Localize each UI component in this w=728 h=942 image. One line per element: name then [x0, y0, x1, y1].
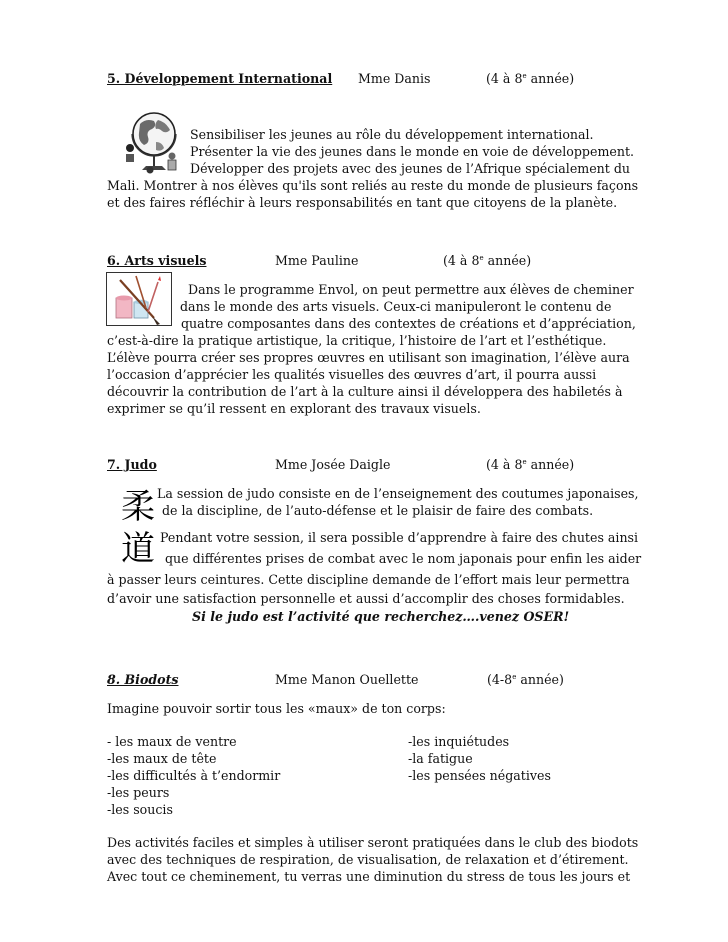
section-8-para-line-2: avec des techniques de respiration, de visualisation, de relaxation et d’étirement.	[107, 852, 629, 867]
kanji-do: 道	[121, 529, 155, 569]
section-7-line-4: que différentes prises de combat avec le nom japonais pour enfin les aider	[165, 551, 642, 566]
section-5-line-3: Développer des projets avec des jeunes de l’Afrique spécialement du	[190, 161, 631, 176]
section-6-line-6: l’occasion d’apprécier les qualités visuelles des œuvres d’art, il pourra aussi	[107, 367, 597, 382]
section-7-grade: (4 à 8e année)	[486, 457, 575, 472]
section-5-title: 5. Développement International	[107, 71, 333, 86]
section-7-line-3: Pendant votre session, il sera possible d’apprendre à faire des chutes ainsi	[160, 530, 639, 545]
section-7-line-2: de la discipline, de l’auto-défense et le plaisir de faire des combats.	[162, 503, 594, 518]
section-6-line-3: quatre composantes dans des contextes de créations et d’appréciation,	[181, 316, 636, 331]
list-item: -les difficultés à t’endormir	[107, 768, 281, 783]
list-item: -les peurs	[107, 785, 170, 800]
list-item: -les maux de tête	[107, 751, 217, 766]
section-6-line-1: Dans le programme Envol, on peut permettre aux élèves de cheminer	[188, 282, 634, 297]
section-7-line-5: à passer leurs ceintures. Cette discipline demande de l’effort mais leur permettra	[107, 572, 630, 587]
list-item: -les soucis	[107, 802, 173, 817]
section-7-title: 7. Judo	[107, 457, 157, 472]
section-6-line-5: L’élève pourra créer ses propres œuvres en utilisant son imagination, l’élève aura	[107, 350, 630, 365]
paint-brushes-illustration	[106, 272, 172, 326]
section-6-line-4: c’est-à-dire la pratique artistique, la critique, l’histoire de l’art et l’esthétique.	[107, 333, 607, 348]
globe-illustration	[120, 108, 184, 178]
list-item: -les pensées négatives	[408, 768, 551, 783]
section-5-grade: (4 à 8e année)	[486, 71, 575, 86]
section-6-line-7: découvrir la contribution de l’art à la culture ainsi il développera des habiletés à	[107, 384, 623, 399]
list-item: - les maux de ventre	[107, 734, 237, 749]
section-8-para-line-3: Avec tout ce cheminement, tu verras une diminution du stress de tous les jours et	[107, 869, 631, 884]
section-7-closing: Si le judo est l’activité que recherchez….venez OSER!	[192, 609, 570, 624]
list-item: -la fatigue	[408, 751, 473, 766]
section-5-line-5: et des faires réfléchir à leurs responsabilités en tant que citoyens de la planète.	[107, 195, 618, 210]
section-6-grade: (4 à 8e année)	[443, 253, 532, 268]
section-5-line-2: Présenter la vie des jeunes dans le monde en voie de développement.	[190, 144, 635, 159]
section-8-para-line-1: Des activités faciles et simples à utiliser seront pratiquées dans le club des biodots	[107, 835, 639, 850]
section-8-teacher: Mme Manon Ouellette	[275, 672, 419, 687]
list-item: -les inquiétudes	[408, 734, 510, 749]
section-6-teacher: Mme Pauline	[275, 253, 359, 268]
section-6-line-2: dans le monde des arts visuels. Ceux-ci manipuleront le contenu de	[180, 299, 612, 314]
section-5-line-4: Mali. Montrer à nos élèves qu'ils sont reliés au reste du monde de plusieurs façons	[107, 178, 639, 193]
section-7-line-1: La session de judo consiste en de l’enseignement des coutumes japonaises,	[157, 486, 639, 501]
section-5-teacher: Mme Danis	[358, 71, 431, 86]
section-6-title: 6. Arts visuels	[107, 253, 207, 268]
section-8-intro: Imagine pouvoir sortir tous les «maux» de ton corps:	[107, 701, 446, 716]
kanji-ju: 柔	[121, 487, 155, 527]
judo-kanji	[118, 486, 158, 570]
section-8-grade: (4-8e année)	[487, 672, 564, 687]
section-7-line-6: d’avoir une satisfaction personnelle et aussi d’accomplir des choses formidables.	[107, 591, 625, 606]
section-6-line-8: exprimer se qu’il ressent en explorant des travaux visuels.	[107, 401, 481, 416]
section-7-teacher: Mme Josée Daigle	[275, 457, 391, 472]
section-5-line-1: Sensibiliser les jeunes au rôle du développement international.	[190, 127, 594, 142]
section-8-title: 8. Biodots	[107, 672, 179, 687]
